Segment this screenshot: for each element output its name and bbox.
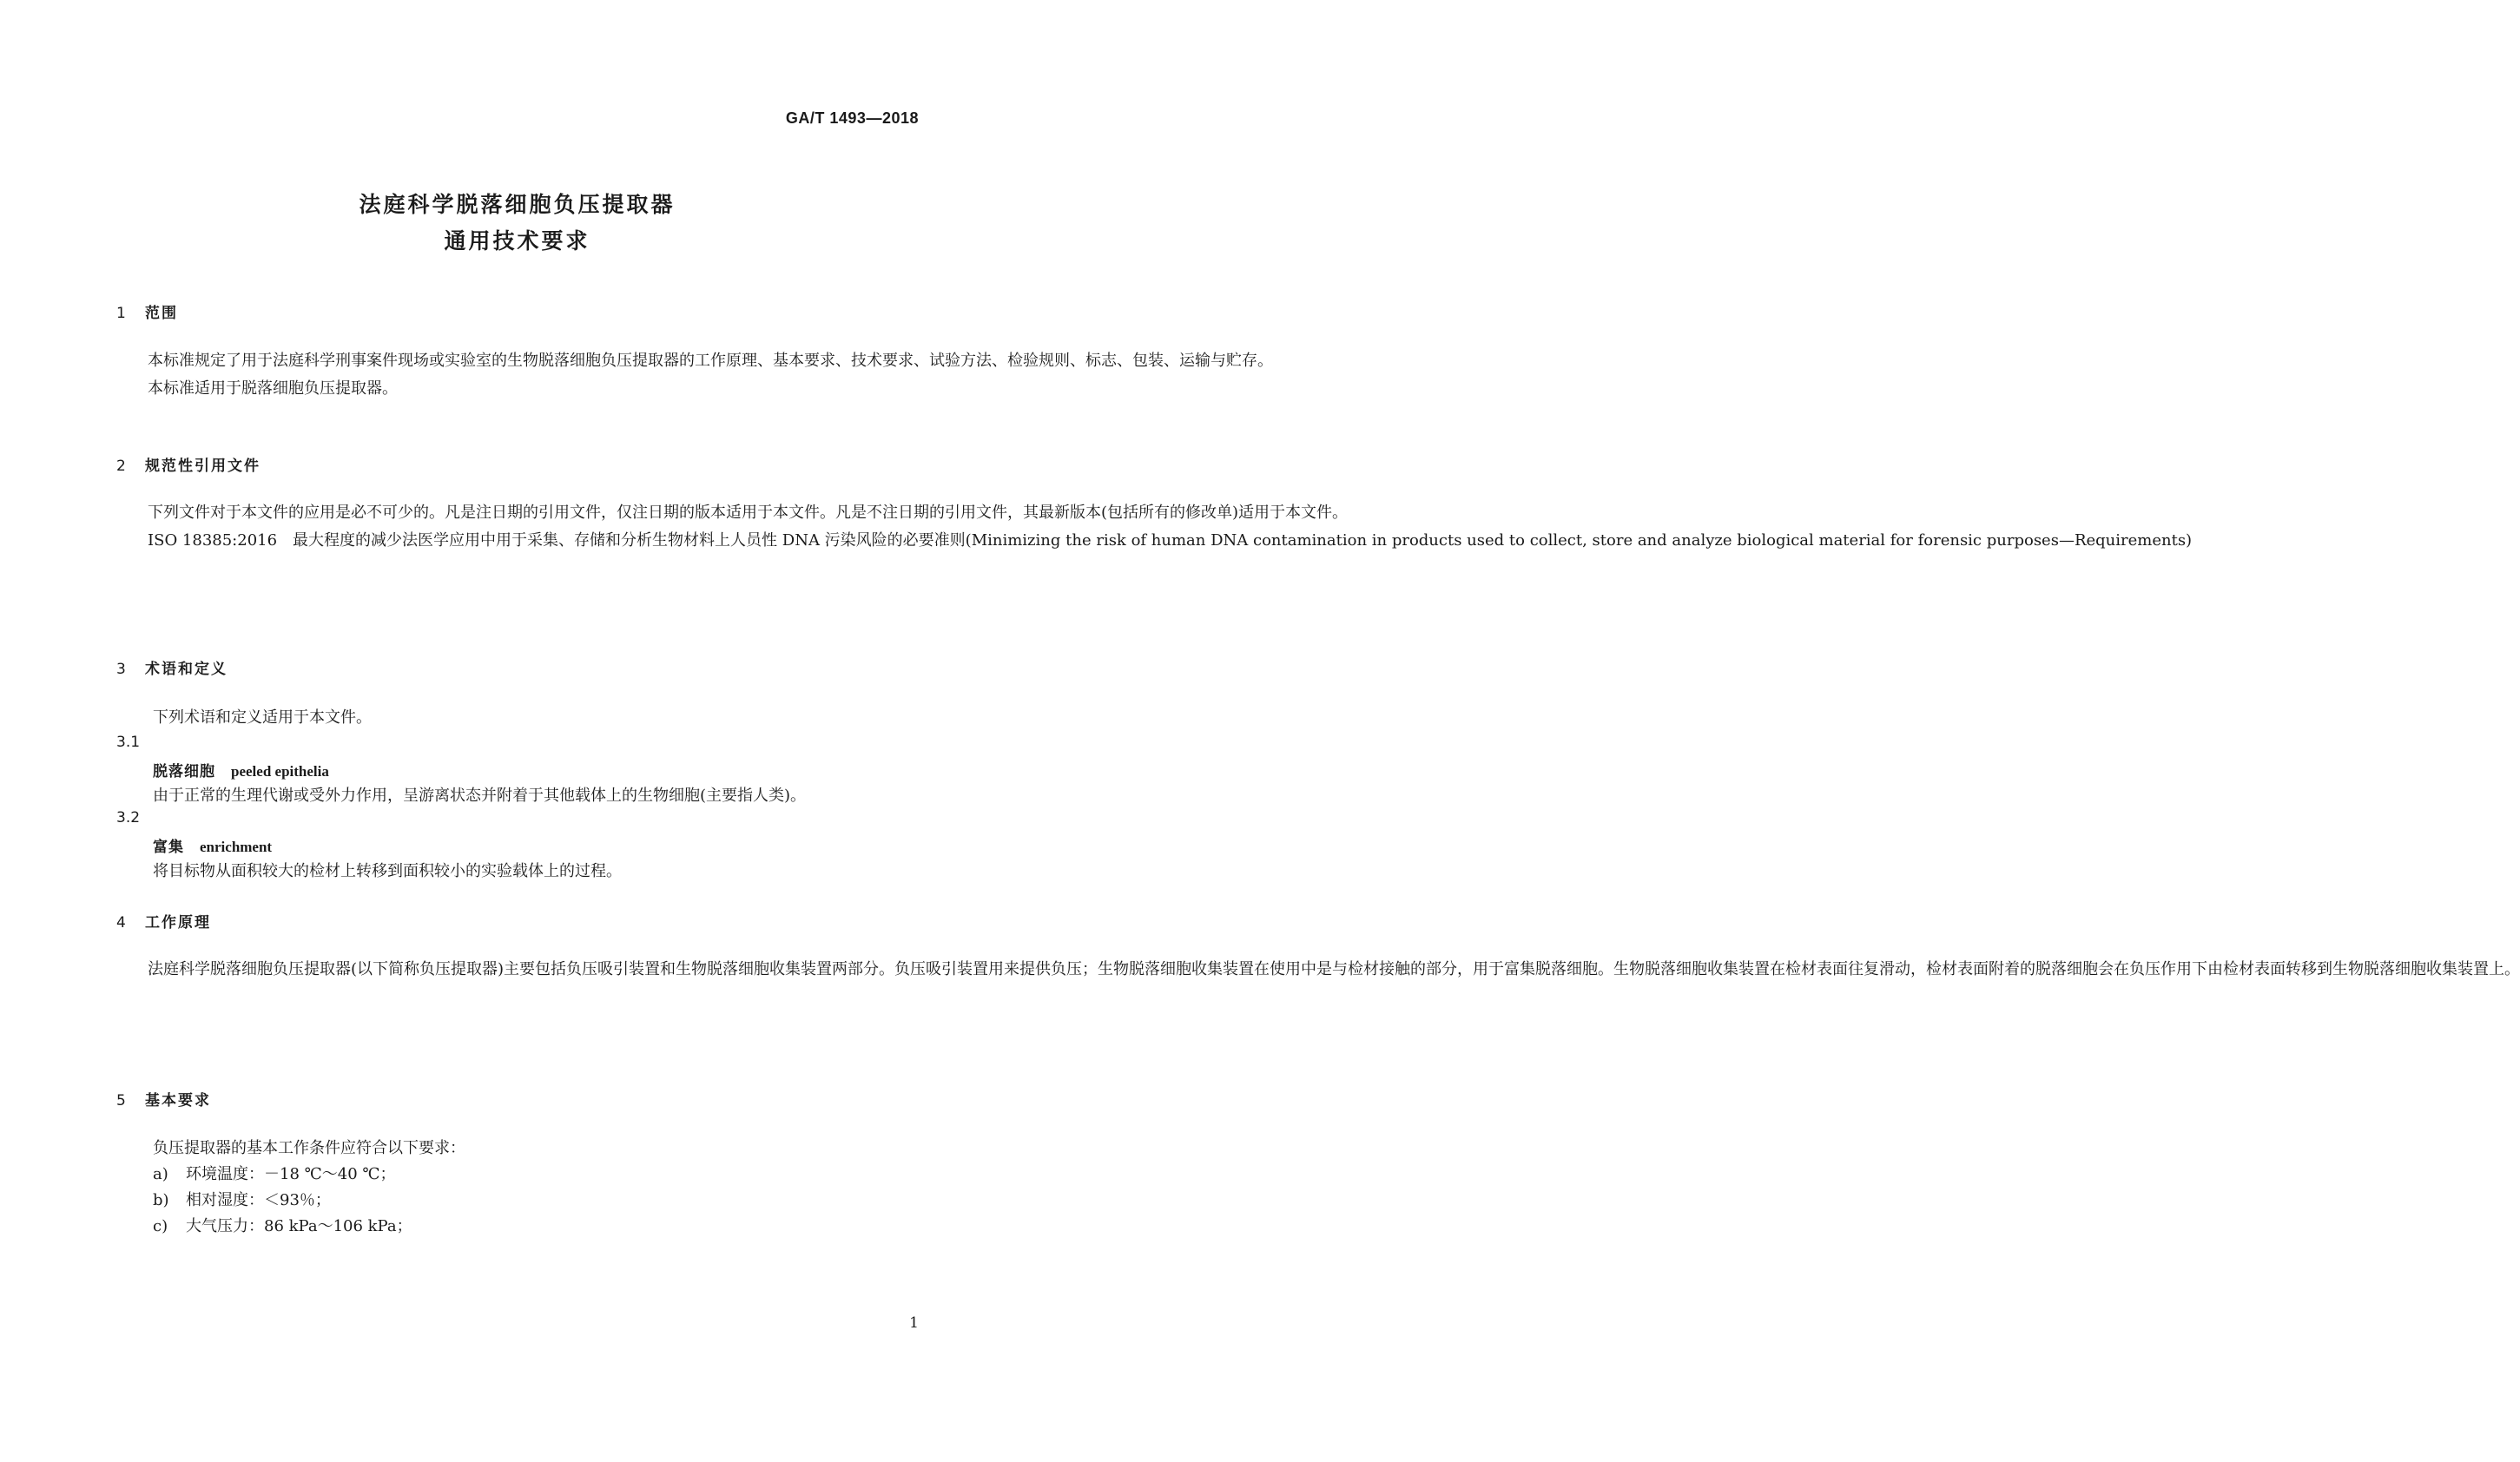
section-number: 5 <box>116 1092 126 1110</box>
section-4-heading <box>116 910 211 932</box>
list-item <box>153 1214 412 1236</box>
section-3-intro: 下列术语和定义适用于本文件。 <box>153 708 372 727</box>
list-text: 相对湿度：＜93％； <box>186 1191 331 1209</box>
document-title-line2: 通用技术要求 <box>444 228 590 254</box>
section-4-body <box>116 956 2520 984</box>
paragraph: 下列文件对于本文件的应用是必不可少的。凡是注日期的引用文件，仅注日期的版本适用于本文件。凡是不注日期的引用文件，其最新版本(包括所有的修改单)适用于本文件。 <box>148 504 1349 522</box>
section-title: 基本要求 <box>145 1092 211 1110</box>
section-3-heading <box>116 656 228 678</box>
section-title: 工作原理 <box>145 914 211 932</box>
paragraph: 本标准规定了用于法庭科学刑事案件现场或实验室的生物脱落细胞负压提取器的工作原理、基本要求、技术要求、试验方法、检验规则、标志、包装、运输与贮存。 <box>148 352 1273 370</box>
list-item <box>153 1188 331 1210</box>
section-1-body <box>116 347 1273 402</box>
term-number: 3.2 <box>116 809 141 826</box>
term-zh: 脱落细胞 <box>153 763 215 780</box>
term-number: 3.1 <box>116 734 141 751</box>
page-number: 1 <box>909 1314 919 1332</box>
list-label: a) <box>153 1165 168 1183</box>
section-5-intro: 负压提取器的基本工作条件应符合以下要求： <box>153 1139 465 1157</box>
term-heading <box>153 759 329 780</box>
term-heading <box>153 834 272 856</box>
section-5-heading <box>116 1088 211 1110</box>
section-title: 规范性引用文件 <box>145 458 261 475</box>
section-1-heading <box>116 300 178 322</box>
document-title-line1: 法庭科学脱落细胞负压提取器 <box>359 192 676 217</box>
term-en: peeled epithelia <box>231 763 329 780</box>
list-label: c) <box>153 1217 168 1235</box>
list-label: b) <box>153 1191 169 1209</box>
term-zh: 富集 <box>153 839 184 856</box>
term-en: enrichment <box>200 839 273 855</box>
section-number: 1 <box>116 305 126 322</box>
section-2-heading <box>116 453 261 475</box>
section-number: 2 <box>116 458 126 475</box>
term-definition: 将目标物从面积较大的检材上转移到面积较小的实验载体上的过程。 <box>153 862 622 880</box>
list-item <box>153 1162 396 1184</box>
section-title: 范围 <box>145 305 178 322</box>
section-number: 4 <box>116 914 126 932</box>
paragraph-reference: ISO 18385:2016 最大程度的减少法医学应用中用于采集、存储和分析生物材料上人员性 DNA 污染风险的必要准则(Minimizing the risk of human DNA contamination in products used to collect, store and analyze biological material for forensic purposes—Requirements) <box>148 530 2193 550</box>
section-title: 术语和定义 <box>145 661 228 678</box>
paragraph: 本标准适用于脱落细胞负压提取器。 <box>148 379 398 398</box>
standard-code: GA/T 1493—2018 <box>785 109 919 127</box>
section-2-body <box>116 499 2193 554</box>
list-text: 大气压力：86 kPa～106 kPa； <box>186 1217 412 1235</box>
list-text: 环境温度：－18 ℃～40 ℃； <box>186 1165 396 1183</box>
paragraph: 法庭科学脱落细胞负压提取器(以下简称负压提取器)主要包括负压吸引装置和生物脱落细胞收集装置两部分。负压吸引装置用来提供负压；生物脱落细胞收集装置在使用中是与检材接触的部分，用于富集脱落细胞。生物脱落细胞收集装置在检材表面往复滑动，检材表面附着的脱落细胞会在负压作用下由检材表面转移到生物脱落细胞收集装置上。 <box>148 960 2520 978</box>
term-definition: 由于正常的生理代谢或受外力作用，呈游离状态并附着于其他载体上的生物细胞(主要指人类)。 <box>153 787 807 805</box>
section-number: 3 <box>116 661 126 678</box>
